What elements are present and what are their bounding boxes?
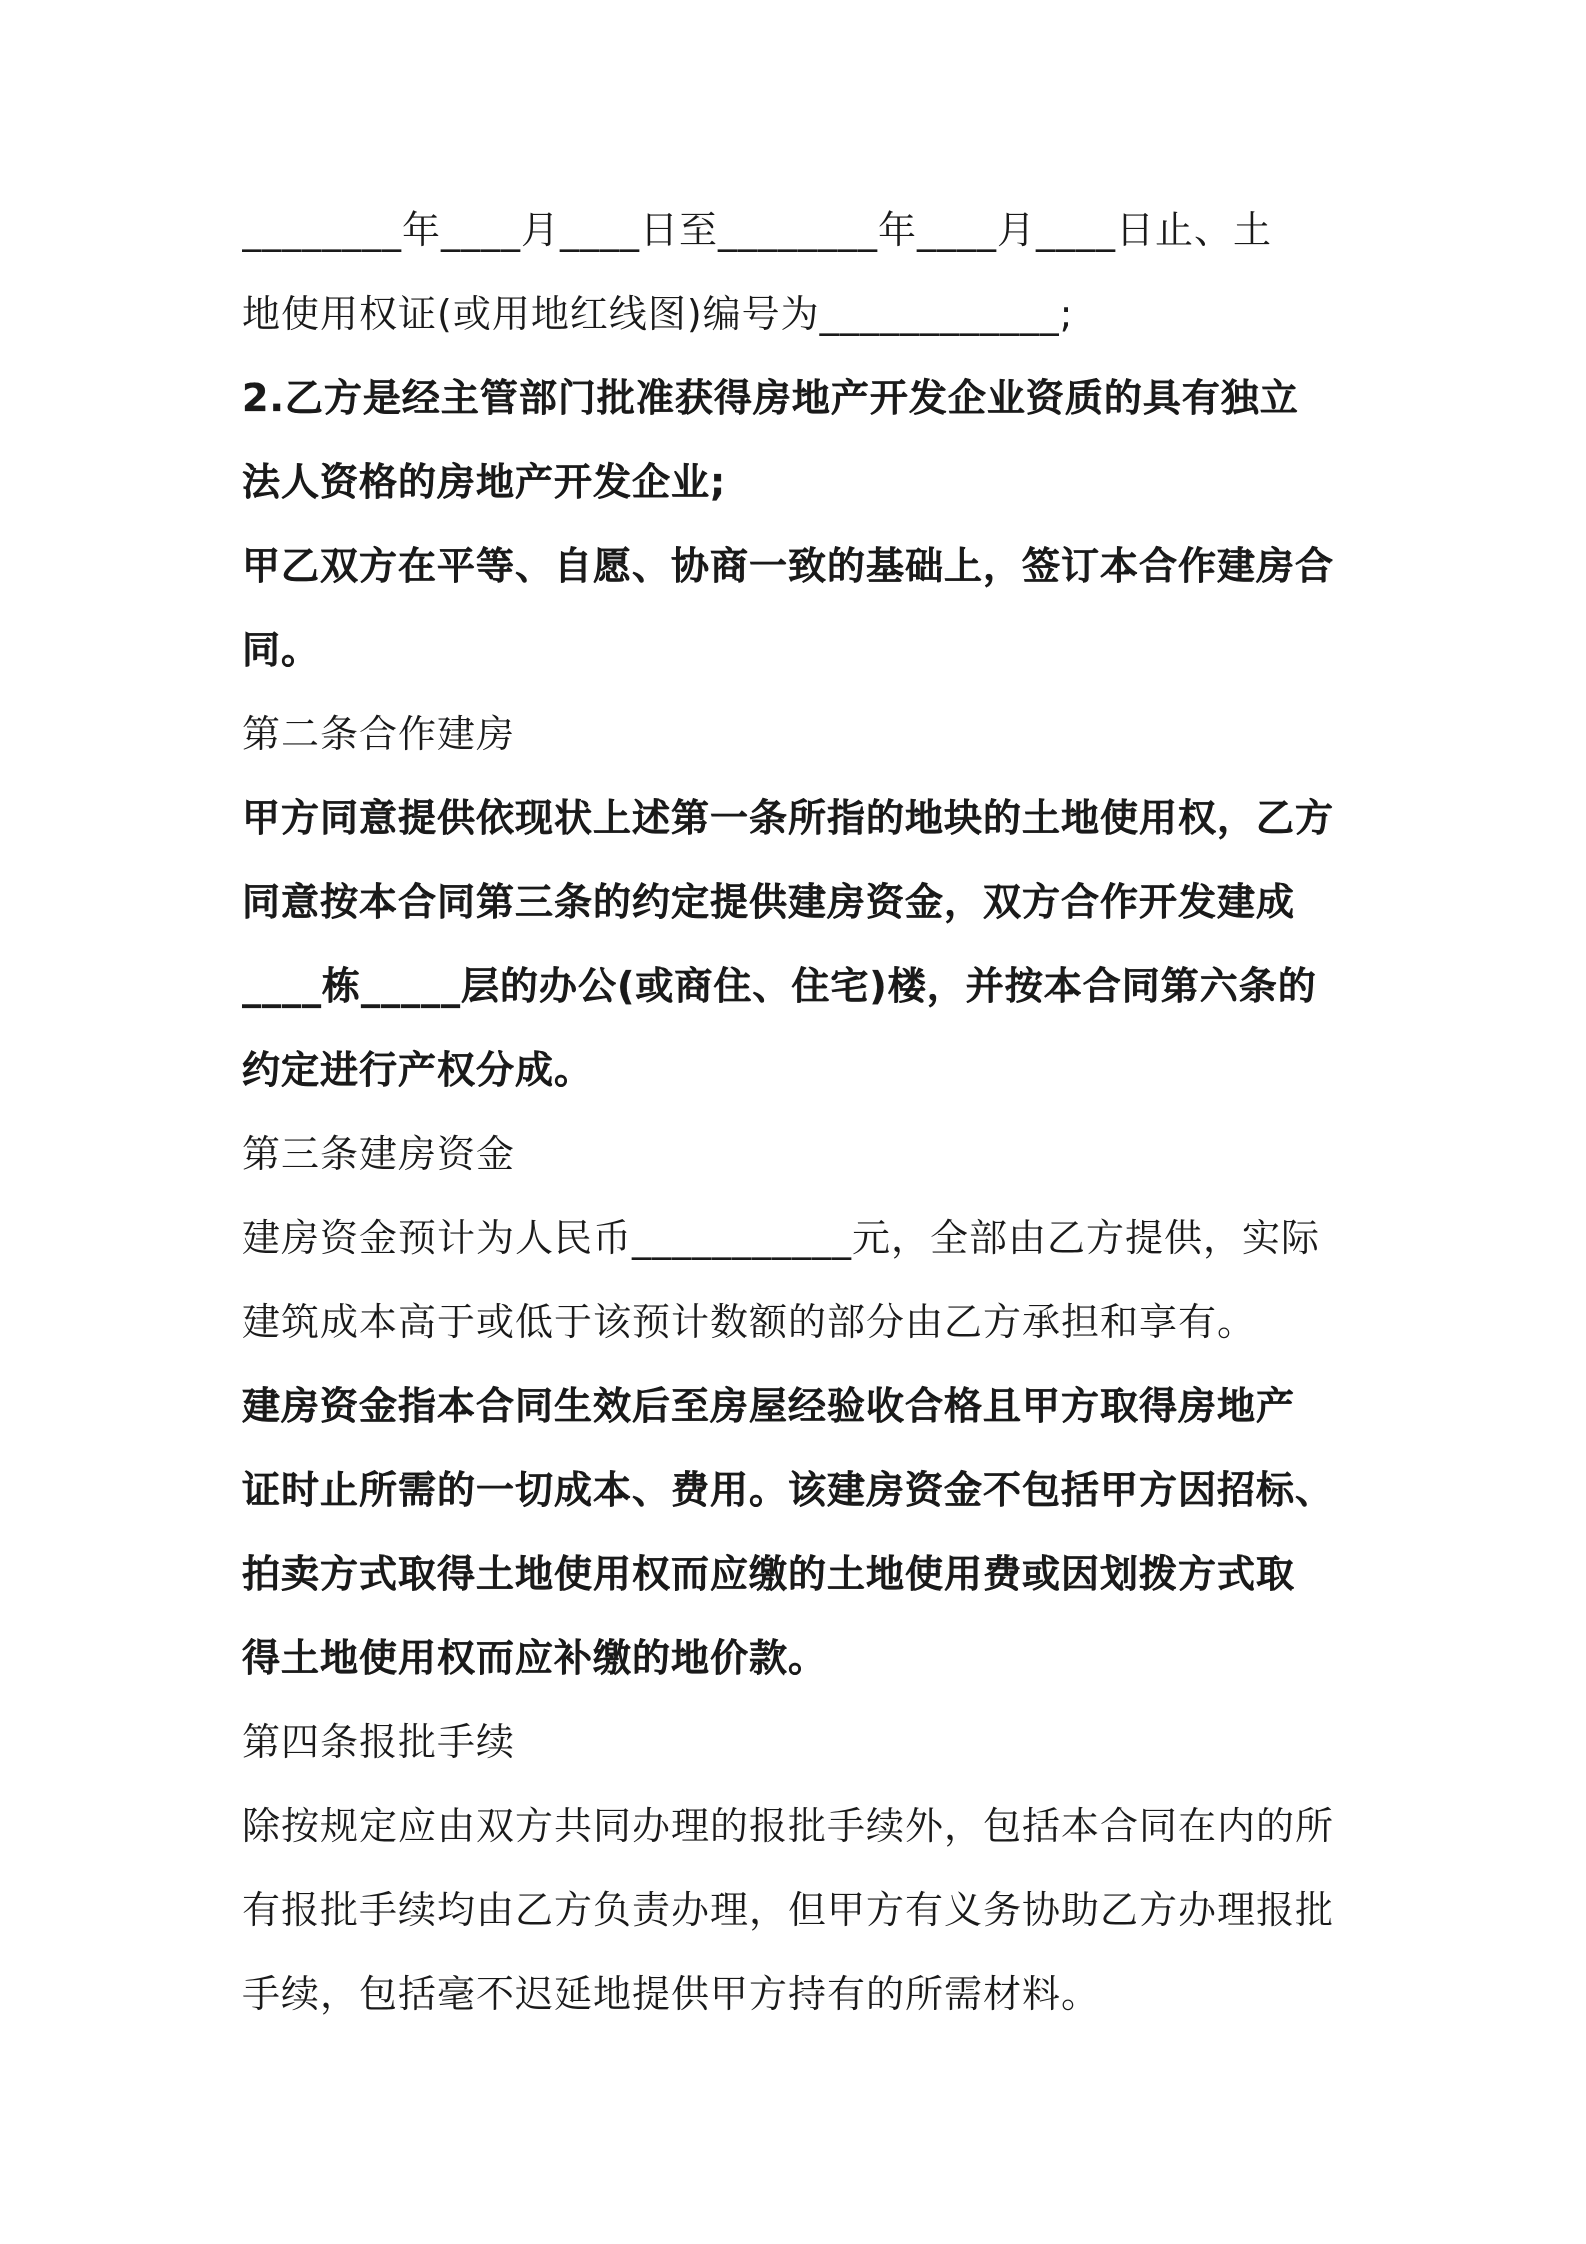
paragraph-line: 除按规定应由双方共同办理的报批手续外，包括本合同在内的所 bbox=[242, 1804, 1335, 1848]
paragraph-line: 建房资金指本合同生效后至房屋经验收合格且甲方取得房地产 bbox=[242, 1384, 1296, 1428]
section-heading: 第四条报批手续 bbox=[242, 1720, 516, 1764]
paragraph-line: 2.乙方是经主管部门批准获得房地产开发企业资质的具有独立 bbox=[242, 376, 1299, 420]
paragraph-line: 甲方同意提供依现状上述第一条所指的地块的土地使用权，乙方 bbox=[242, 796, 1335, 840]
paragraph-line: 甲乙双方在平等、自愿、协商一致的基础上，签订本合作建房合 bbox=[242, 544, 1335, 588]
paragraph-line: 得土地使用权而应补缴的地价款。 bbox=[242, 1636, 828, 1680]
paragraph-line: 拍卖方式取得土地使用权而应缴的土地使用费或因划拨方式取 bbox=[242, 1552, 1296, 1596]
paragraph-line: 地使用权证(或用地红线图)编号为____________; bbox=[242, 292, 1074, 336]
paragraph-line: 证时止所需的一切成本、费用。该建房资金不包括甲方因招标、 bbox=[242, 1468, 1335, 1512]
section-heading: 第三条建房资金 bbox=[242, 1132, 516, 1176]
paragraph-line: 有报批手续均由乙方负责办理，但甲方有义务协助乙方办理报批 bbox=[242, 1888, 1335, 1932]
paragraph-line: 建房资金预计为人民币___________元，全部由乙方提供，实际 bbox=[242, 1216, 1321, 1260]
section-heading: 第二条合作建房 bbox=[242, 712, 516, 756]
paragraph-line: 同意按本合同第三条的约定提供建房资金，双方合作开发建成 bbox=[242, 880, 1296, 924]
paragraph-line: 约定进行产权分成。 bbox=[242, 1048, 594, 1092]
paragraph-line: 手续，包括毫不迟延地提供甲方持有的所需材料。 bbox=[242, 1972, 1101, 2016]
paragraph-line: ____栋_____层的办公(或商住、住宅)楼，并按本合同第六条的 bbox=[242, 964, 1317, 1008]
paragraph-line: 建筑成本高于或低于该预计数额的部分由乙方承担和享有。 bbox=[242, 1300, 1257, 1344]
paragraph-line: 同。 bbox=[242, 628, 321, 672]
paragraph-line: 法人资格的房地产开发企业; bbox=[242, 460, 727, 504]
document-body bbox=[242, 198, 1352, 2046]
paragraph-line: ________年____月____日至________年____月____日止、土 bbox=[242, 208, 1273, 252]
